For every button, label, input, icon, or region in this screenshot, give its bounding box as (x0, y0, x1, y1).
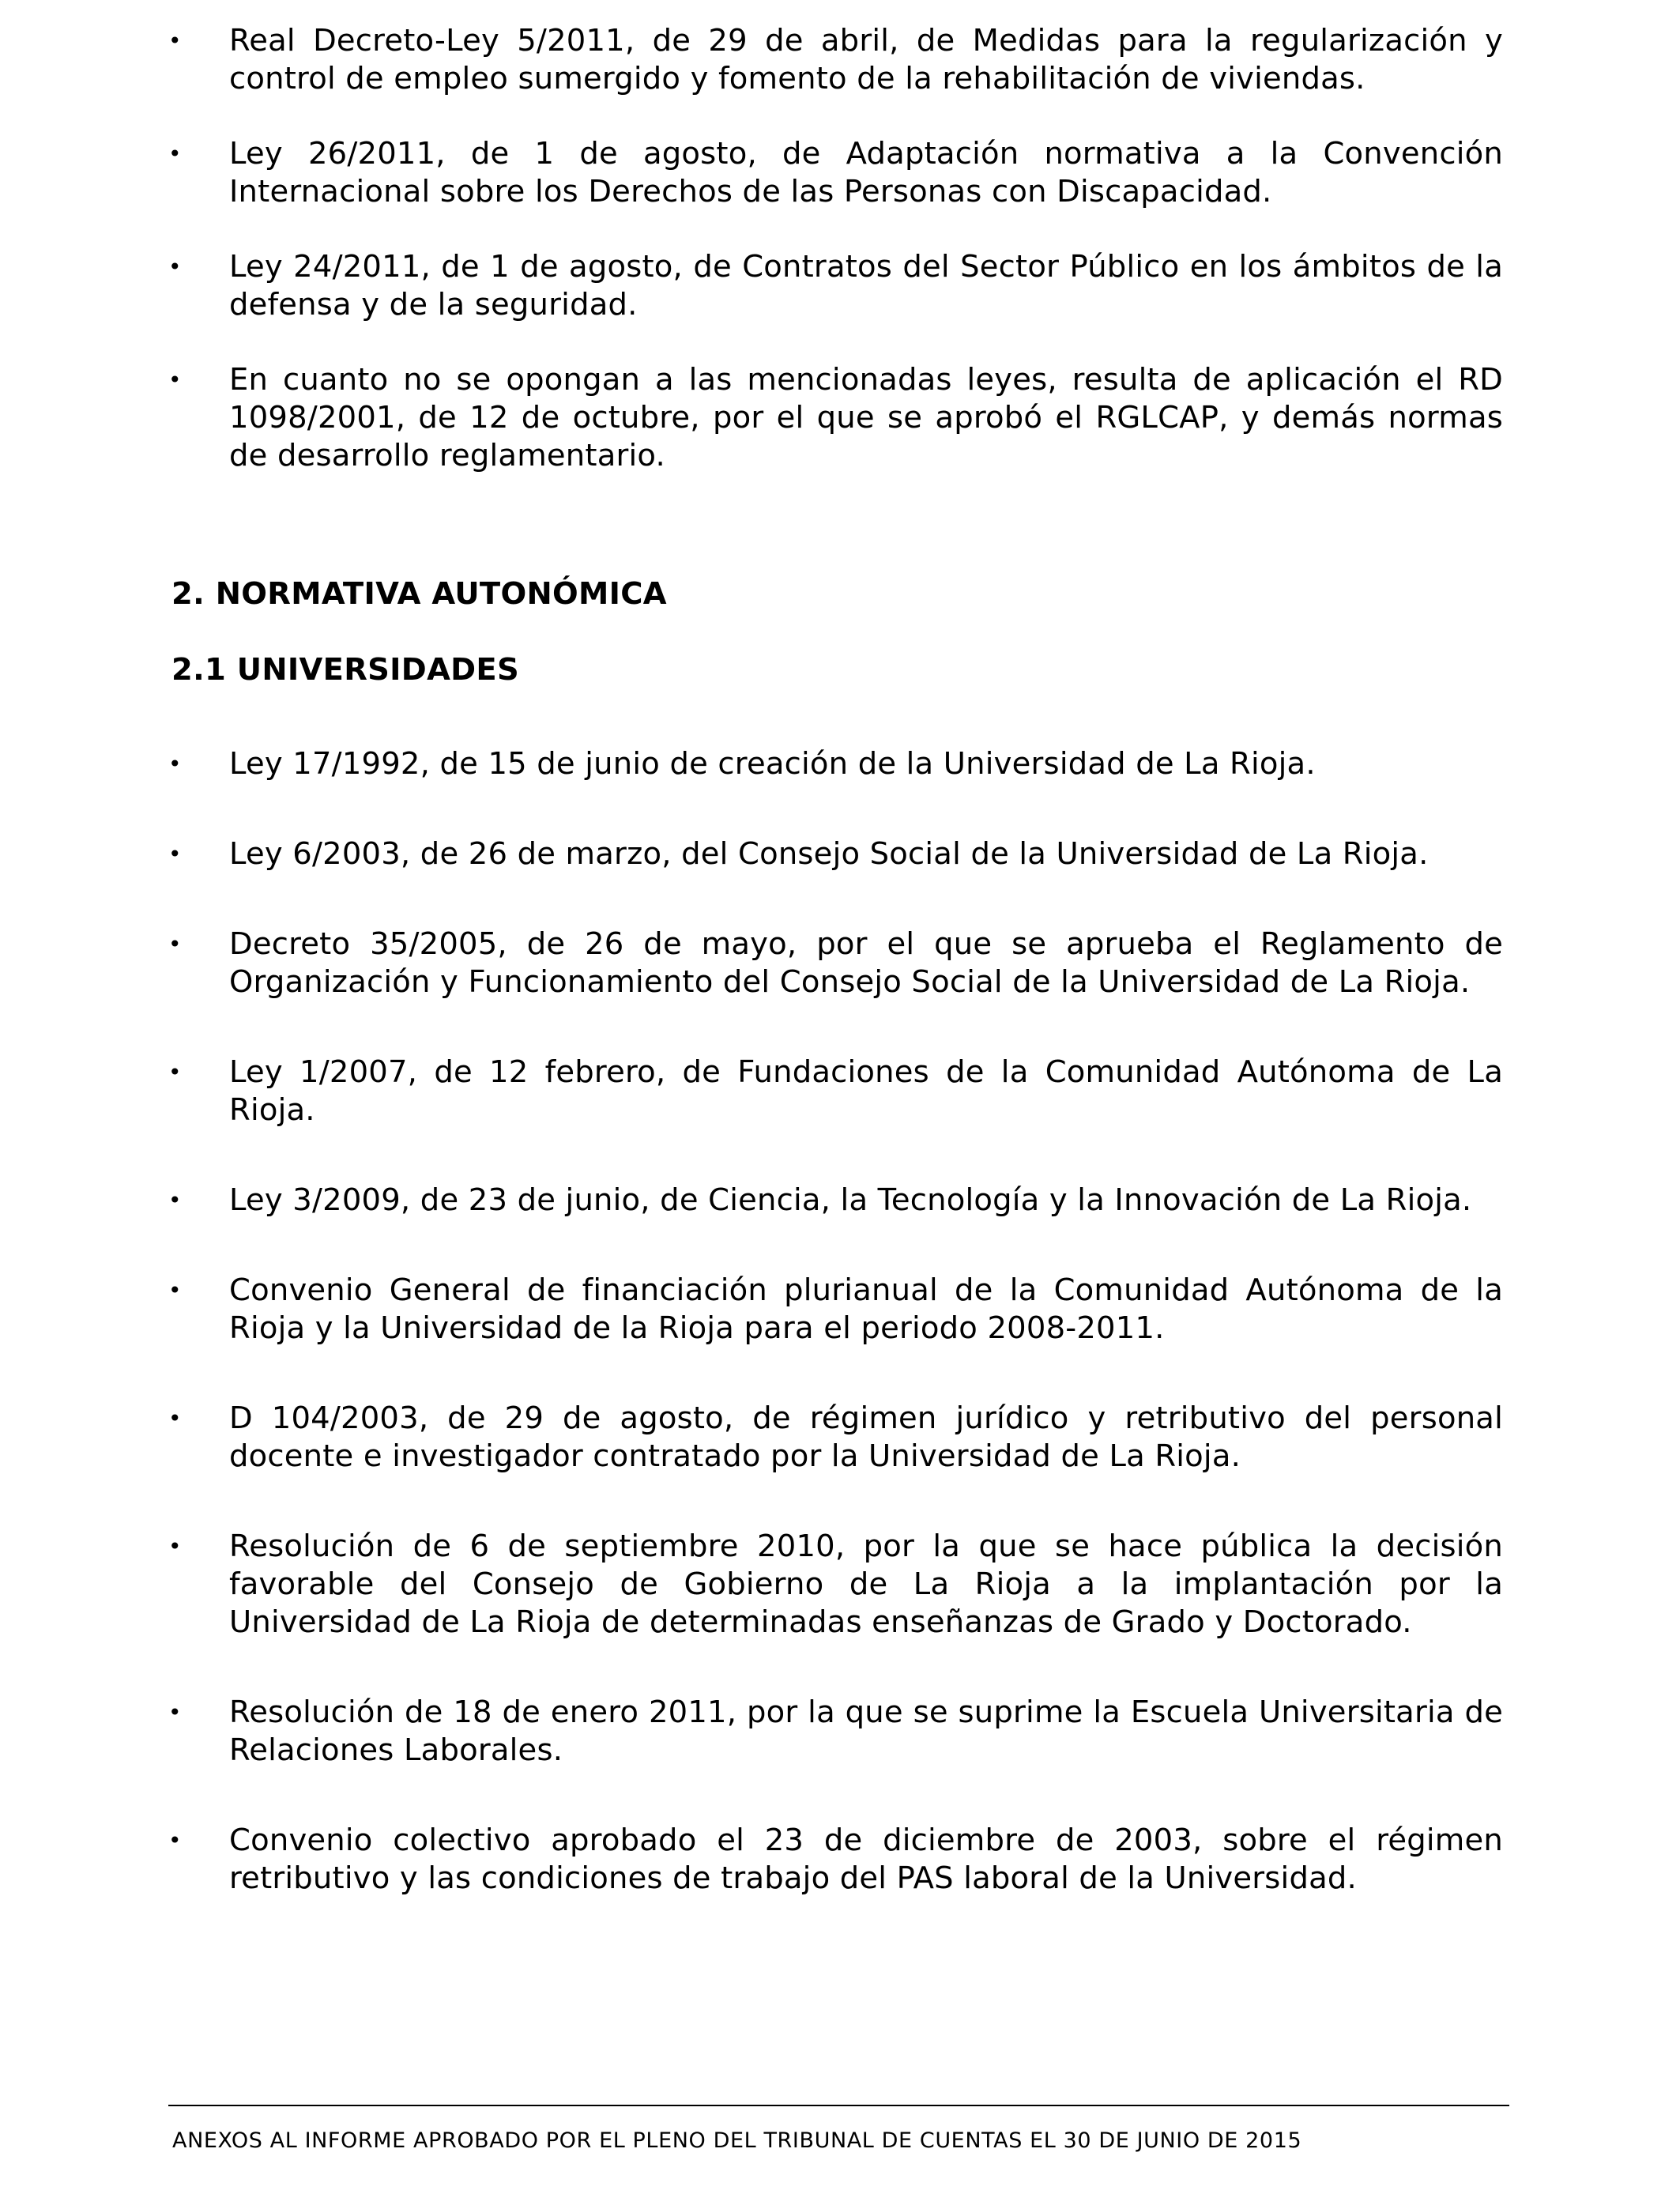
list-item (0, 1054, 1680, 1129)
list-item-text: Decreto 35/2005, de 26 de mayo, por el que se aprueba el Reglamento de Organización y Funcionamiento del Consejo Social de la Universidad de La Rioja. (229, 926, 1503, 1000)
footer-divider (168, 2105, 1509, 2106)
bullet-icon: • (168, 141, 182, 167)
list-item (0, 135, 1680, 211)
list-item (0, 925, 1680, 1001)
bullet-icon: • (168, 841, 182, 867)
list-item-text: Ley 17/1992, de 15 de junio de creación de la Universidad de La Rioja. (229, 746, 1316, 782)
list-item (0, 22, 1680, 98)
list-item-text: Ley 6/2003, de 26 de marzo, del Consejo Social de la Universidad de La Rioja. (229, 836, 1429, 872)
list-item-text: Real Decreto-Ley 5/2011, de 29 de abril, de Medidas para la regularización y control de empleo sumergido y fomento de la rehabilitación de viviendas. (229, 23, 1503, 96)
list-item-text: D 104/2003, de 29 de agosto, de régimen jurídico y retributivo del personal docente e investigador contratado por la Universidad de La Rioja. (229, 1400, 1503, 1474)
bullet-icon: • (168, 1405, 182, 1431)
list-item-text: Resolución de 6 de septiembre 2010, por la que se hace pública la decisión favorable del Consejo de Gobierno de La Rioja a la implantación por la Universidad de La Rioja de determinadas enseñanzas de Grado y Doctorado. (229, 1529, 1503, 1640)
bullet-icon: • (168, 1187, 182, 1213)
bullet-icon: • (168, 1699, 182, 1725)
bullet-icon: • (168, 931, 182, 957)
list-item-text: Ley 3/2009, de 23 de junio, de Ciencia, la Tecnología y la Innovación de La Rioja. (229, 1182, 1472, 1218)
list-item-text: Ley 26/2011, de 1 de agosto, de Adaptación normativa a la Convención Internacional sobre los Derechos de las Personas con Discapacidad. (229, 136, 1503, 209)
bullet-icon: • (168, 1827, 182, 1853)
bullet-icon: • (168, 1059, 182, 1085)
list-item (0, 1272, 1680, 1348)
list-item (0, 1528, 1680, 1642)
list-item-text: Ley 1/2007, de 12 febrero, de Fundaciones de la Comunidad Autónoma de La Rioja. (229, 1054, 1503, 1128)
list-item (0, 361, 1680, 475)
list-item (0, 248, 1680, 324)
university-regulations-list (0, 745, 1680, 1950)
list-item (0, 1694, 1680, 1770)
bullet-icon: • (168, 367, 182, 393)
section-heading: 2. NORMATIVA AUTONÓMICA (171, 576, 667, 612)
list-item-text: Ley 24/2011, de 1 de agosto, de Contratos del Sector Público en los ámbitos de la defensa y de la seguridad. (229, 249, 1503, 322)
list-item (0, 1400, 1680, 1476)
list-item (0, 835, 1680, 873)
list-item (0, 745, 1680, 783)
list-item-text: Convenio colectivo aprobado el 23 de diciembre de 2003, sobre el régimen retributivo y las condiciones de trabajo del PAS laboral de la Universidad. (229, 1823, 1503, 1896)
subsection-heading: 2.1 UNIVERSIDADES (171, 652, 520, 688)
bullet-icon: • (168, 751, 182, 777)
page-footer: ANEXOS AL INFORME APROBADO POR EL PLENO DEL TRIBUNAL DE CUENTAS EL 30 DE JUNIO DE 2015 (172, 2128, 1302, 2153)
list-item (0, 1182, 1680, 1220)
bullet-icon: • (168, 1533, 182, 1559)
list-item (0, 1822, 1680, 1898)
list-item-text: Resolución de 18 de enero 2011, por la que se suprime la Escuela Universitaria de Relaciones Laborales. (229, 1695, 1503, 1768)
list-item-text: En cuanto no se opongan a las mencionadas leyes, resulta de aplicación el RD 1098/2001, de 12 de octubre, por el que se aprobó el RGLCAP, y demás normas de desarrollo reglamentario. (229, 362, 1503, 473)
bullet-icon: • (168, 28, 182, 54)
bullet-icon: • (168, 254, 182, 280)
list-item-text: Convenio General de financiación plurianual de la Comunidad Autónoma de la Rioja y la Universidad de la Rioja para el periodo 2008-2011. (229, 1272, 1503, 1346)
bullet-icon: • (168, 1277, 182, 1303)
national-regulations-list (0, 22, 1680, 512)
